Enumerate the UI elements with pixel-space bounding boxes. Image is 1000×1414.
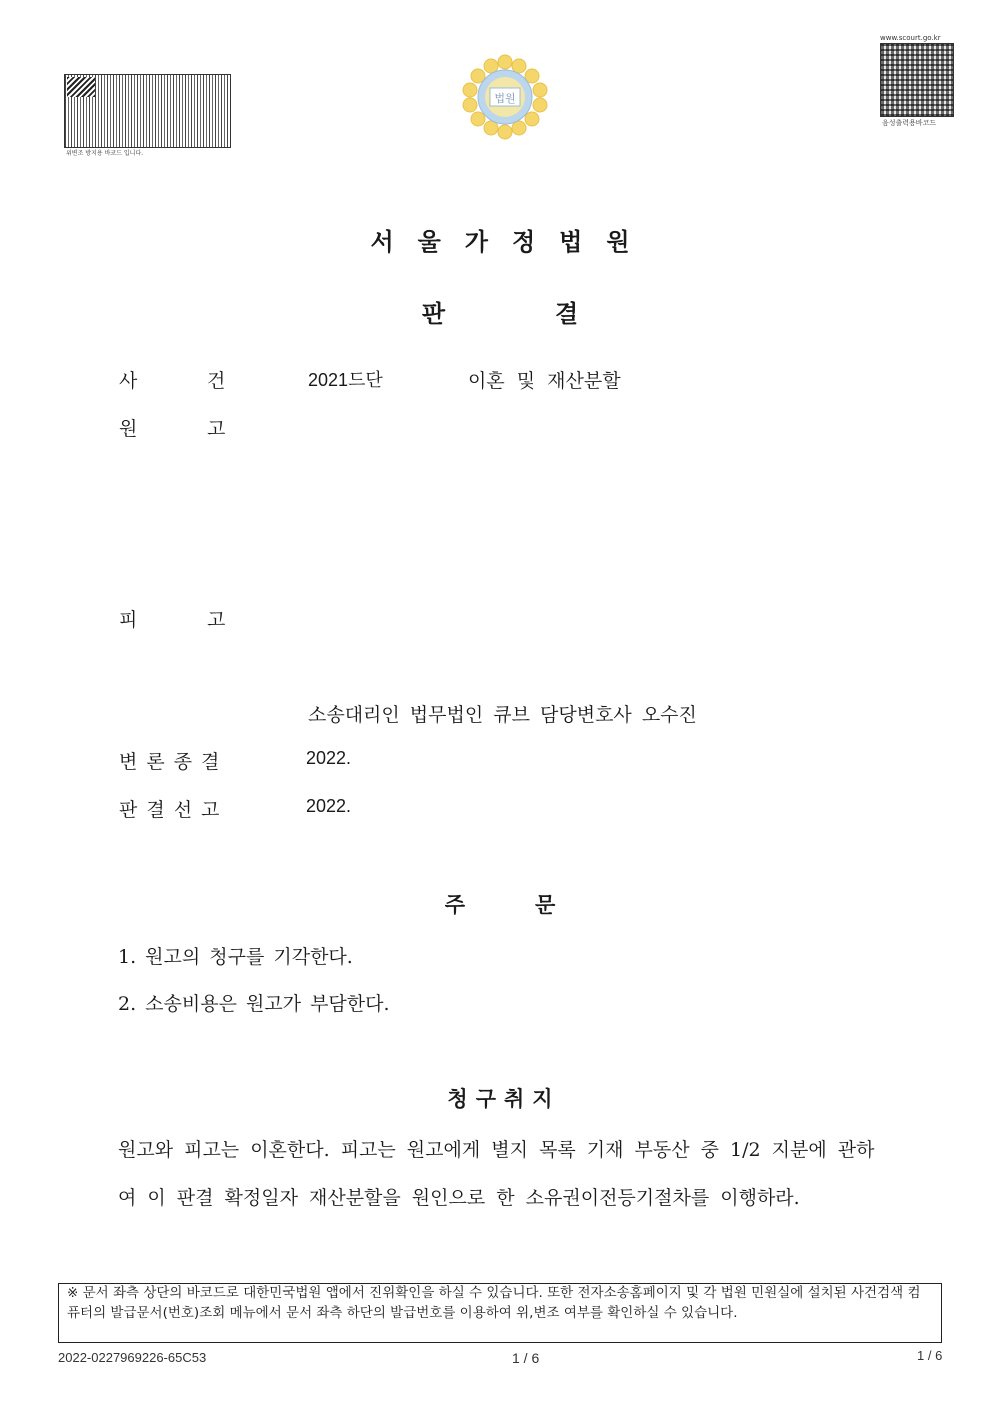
judgment-date: 2022. bbox=[306, 796, 352, 816]
order-title bbox=[0, 889, 1000, 919]
voice-output-qr-code bbox=[880, 43, 954, 117]
emblem-text: 법원 bbox=[494, 92, 516, 105]
page-number-center: 1 / 6 bbox=[512, 1350, 540, 1366]
defendant-label-2: 고 bbox=[207, 609, 226, 631]
plaintiff-label-2: 고 bbox=[207, 418, 226, 440]
closing-label: 변론종결 bbox=[119, 751, 229, 773]
claim-line-2: 여 이 판결 확정일자 재산분할을 원인으로 한 소유권이전등기절차를 이행하라. bbox=[118, 1187, 800, 1209]
case-number: 2021드단 bbox=[308, 370, 383, 390]
court-emblem-icon bbox=[458, 52, 552, 142]
order-item-2: 2. 소송비용은 원고가 부담한다. bbox=[118, 993, 390, 1015]
court-name-title: 서울가정법원 bbox=[370, 227, 654, 256]
document-issue-number: 2022-0227969226-65C53 bbox=[58, 1350, 207, 1365]
closing-date: 2022. bbox=[306, 748, 352, 768]
order-title-left: 주 bbox=[444, 892, 465, 917]
barcode-caption: 위변조 방지용 바코드 입니다. bbox=[66, 150, 144, 157]
doc-type-left: 판 bbox=[421, 299, 445, 328]
defendant-label-1: 피 bbox=[119, 609, 138, 631]
verification-notice: ※ 문서 좌측 상단의 바코드로 대한민국법원 앱에서 진위확인을 하실 수 있습니다. 또한 전자소송홈페이지 및 각 법원 민원실에 설치된 사건검색 컴퓨터의 발급문서(번호)조회 메뉴에서 문서 좌측 하단의 발급번호를 이용하여 위,변조 여부를 확인하실 수 있습니다. bbox=[58, 1283, 942, 1343]
judgment-label: 판결선고 bbox=[119, 799, 229, 821]
plaintiff-label-1: 원 bbox=[119, 418, 138, 440]
doc-type-right: 결 bbox=[555, 299, 579, 328]
document-type-title bbox=[0, 294, 1000, 329]
order-title-right: 문 bbox=[535, 892, 556, 917]
qr-url: www.scourt.go.kr bbox=[880, 34, 941, 42]
order-item-1: 1. 원고의 청구를 기각한다. bbox=[118, 946, 353, 968]
claim-line-1: 원고와 피고는 이혼한다. 피고는 원고에게 별지 목록 기재 부동산 중 1/2 지분에 관하 bbox=[118, 1139, 875, 1161]
anti-forgery-barcode bbox=[64, 74, 231, 148]
counsel-text: 소송대리인 법무법인 큐브 담당변호사 오수진 bbox=[308, 704, 697, 726]
case-name: 이혼 및 재산분할 bbox=[468, 370, 621, 392]
case-label-1: 사 bbox=[119, 370, 138, 392]
qr-caption: 음성출력용바코드 bbox=[882, 119, 937, 127]
claim-title: 청구취지 bbox=[447, 1086, 561, 1111]
page-number-right: 1 / 6 bbox=[917, 1348, 943, 1363]
case-label-2: 건 bbox=[207, 370, 226, 392]
